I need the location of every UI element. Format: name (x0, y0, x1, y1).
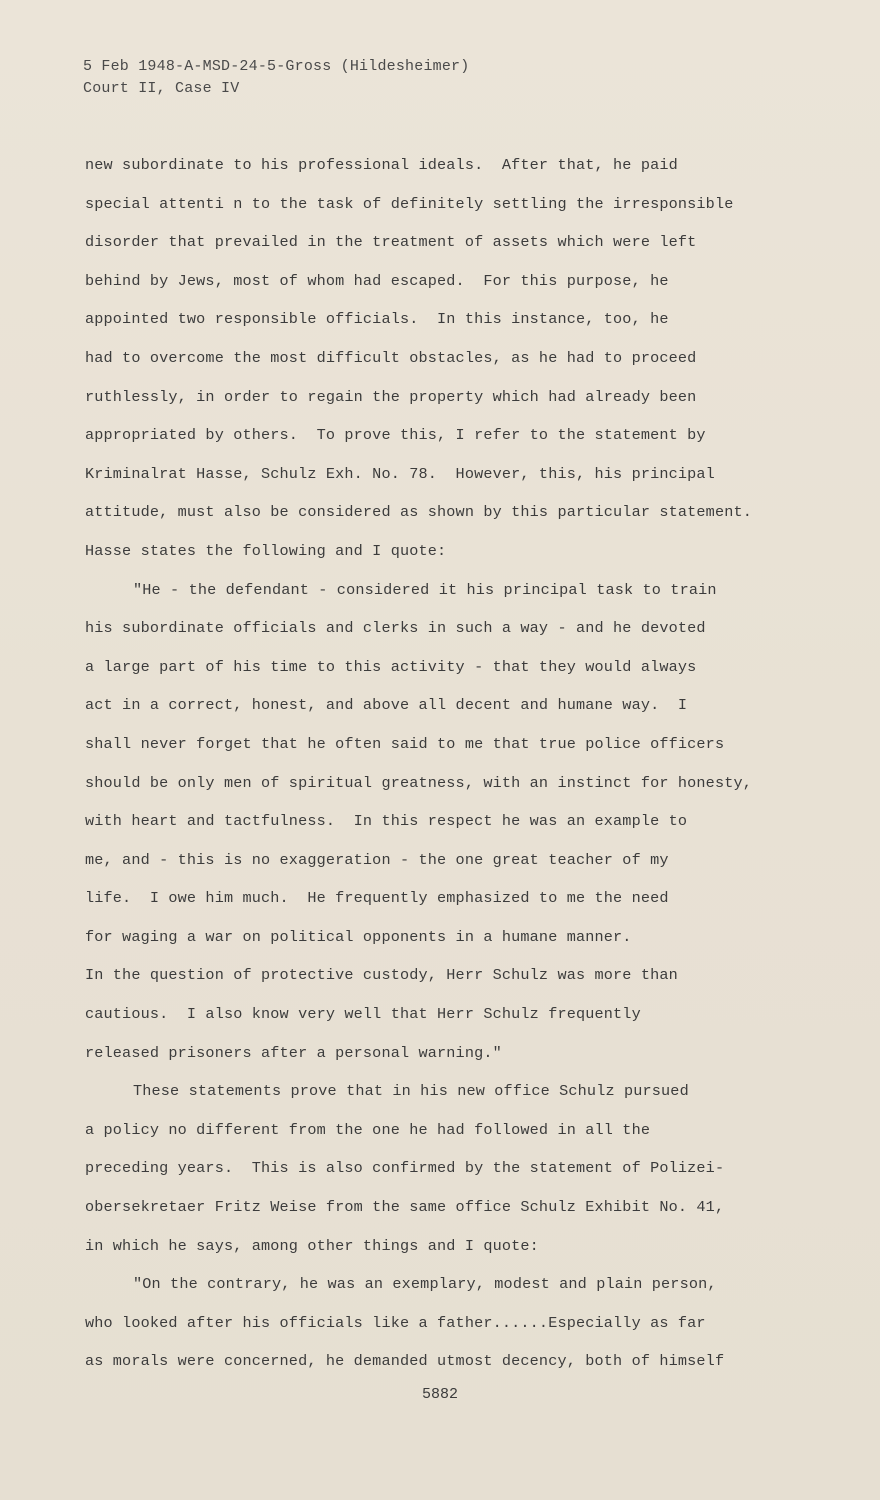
quote-line: with heart and tactfulness. In this respect he was an example to (85, 812, 688, 831)
quote-line: should be only men of spiritual greatness, with an instinct for honesty, (85, 773, 753, 792)
body-line: behind by Jews, most of whom had escaped. For this purpose, he (85, 271, 669, 290)
body-line: appointed two responsible officials. In this instance, too, he (85, 310, 669, 329)
body-line: Kriminalrat Hasse, Schulz Exh. No. 78. However, this, his principal (85, 464, 715, 483)
quote-line: released prisoners after a personal warning." (85, 1043, 502, 1062)
quote-line: his subordinate officials and clerks in such a way - and he devoted (85, 619, 706, 638)
quote-line: shall never forget that he often said to me that true police officers (85, 734, 725, 753)
quote-line: life. I owe him much. He frequently emphasized to me the need (85, 889, 669, 908)
body-line: disorder that prevailed in the treatment of assets which were left (85, 233, 697, 252)
body-line: These statements prove that in his new office Schulz pursued (133, 1082, 689, 1101)
body-line: special attenti n to the task of definitely settling the irresponsible (85, 194, 734, 213)
quote-line: "On the contrary, he was an exemplary, modest and plain person, (133, 1275, 717, 1294)
page-number (0, 1386, 880, 1403)
quote-line: "He - the defendant - considered it his principal task to train (133, 580, 717, 599)
body-line: a policy no different from the one he had followed in all the (85, 1120, 651, 1139)
header-line-court: Court II, Case IV (83, 80, 240, 97)
body-line: obersekretaer Fritz Weise from the same office Schulz Exhibit No. 41, (85, 1198, 725, 1217)
quote-line: a large part of his time to this activity - that they would always (85, 657, 697, 676)
document-header (83, 56, 469, 100)
quote-line: for waging a war on political opponents in a humane manner. (85, 927, 632, 946)
document-body (85, 146, 805, 1381)
header-line-date-case: 5 Feb 1948-A-MSD-24-5-Gross (Hildesheimer) (83, 58, 470, 75)
quote-line: me, and - this is no exaggeration - the one great teacher of my (85, 850, 669, 869)
body-line: had to overcome the most difficult obstacles, as he had to proceed (85, 348, 697, 367)
page-number-text: 5882 (421, 1386, 458, 1403)
body-line: in which he says, among other things and I quote: (85, 1236, 539, 1255)
quote-line: as morals were concerned, he demanded utmost decency, both of himself (85, 1352, 725, 1371)
quote-line: who looked after his officials like a father......Especially as far (85, 1313, 706, 1332)
body-line: Hasse states the following and I quote: (85, 541, 447, 560)
body-line: attitude, must also be considered as shown by this particular statement. (85, 503, 753, 522)
body-line: appropriated by others. To prove this, I refer to the statement by (85, 426, 706, 445)
quote-line: act in a correct, honest, and above all decent and humane way. I (85, 696, 688, 715)
body-line: preceding years. This is also confirmed by the statement of Polizei- (85, 1159, 725, 1178)
quote-line: cautious. I also know very well that Herr Schulz frequently (85, 1005, 641, 1024)
quote-line: In the question of protective custody, Herr Schulz was more than (85, 966, 678, 985)
body-line: ruthlessly, in order to regain the property which had already been (85, 387, 697, 406)
body-line: new subordinate to his professional ideals. After that, he paid (85, 156, 678, 174)
